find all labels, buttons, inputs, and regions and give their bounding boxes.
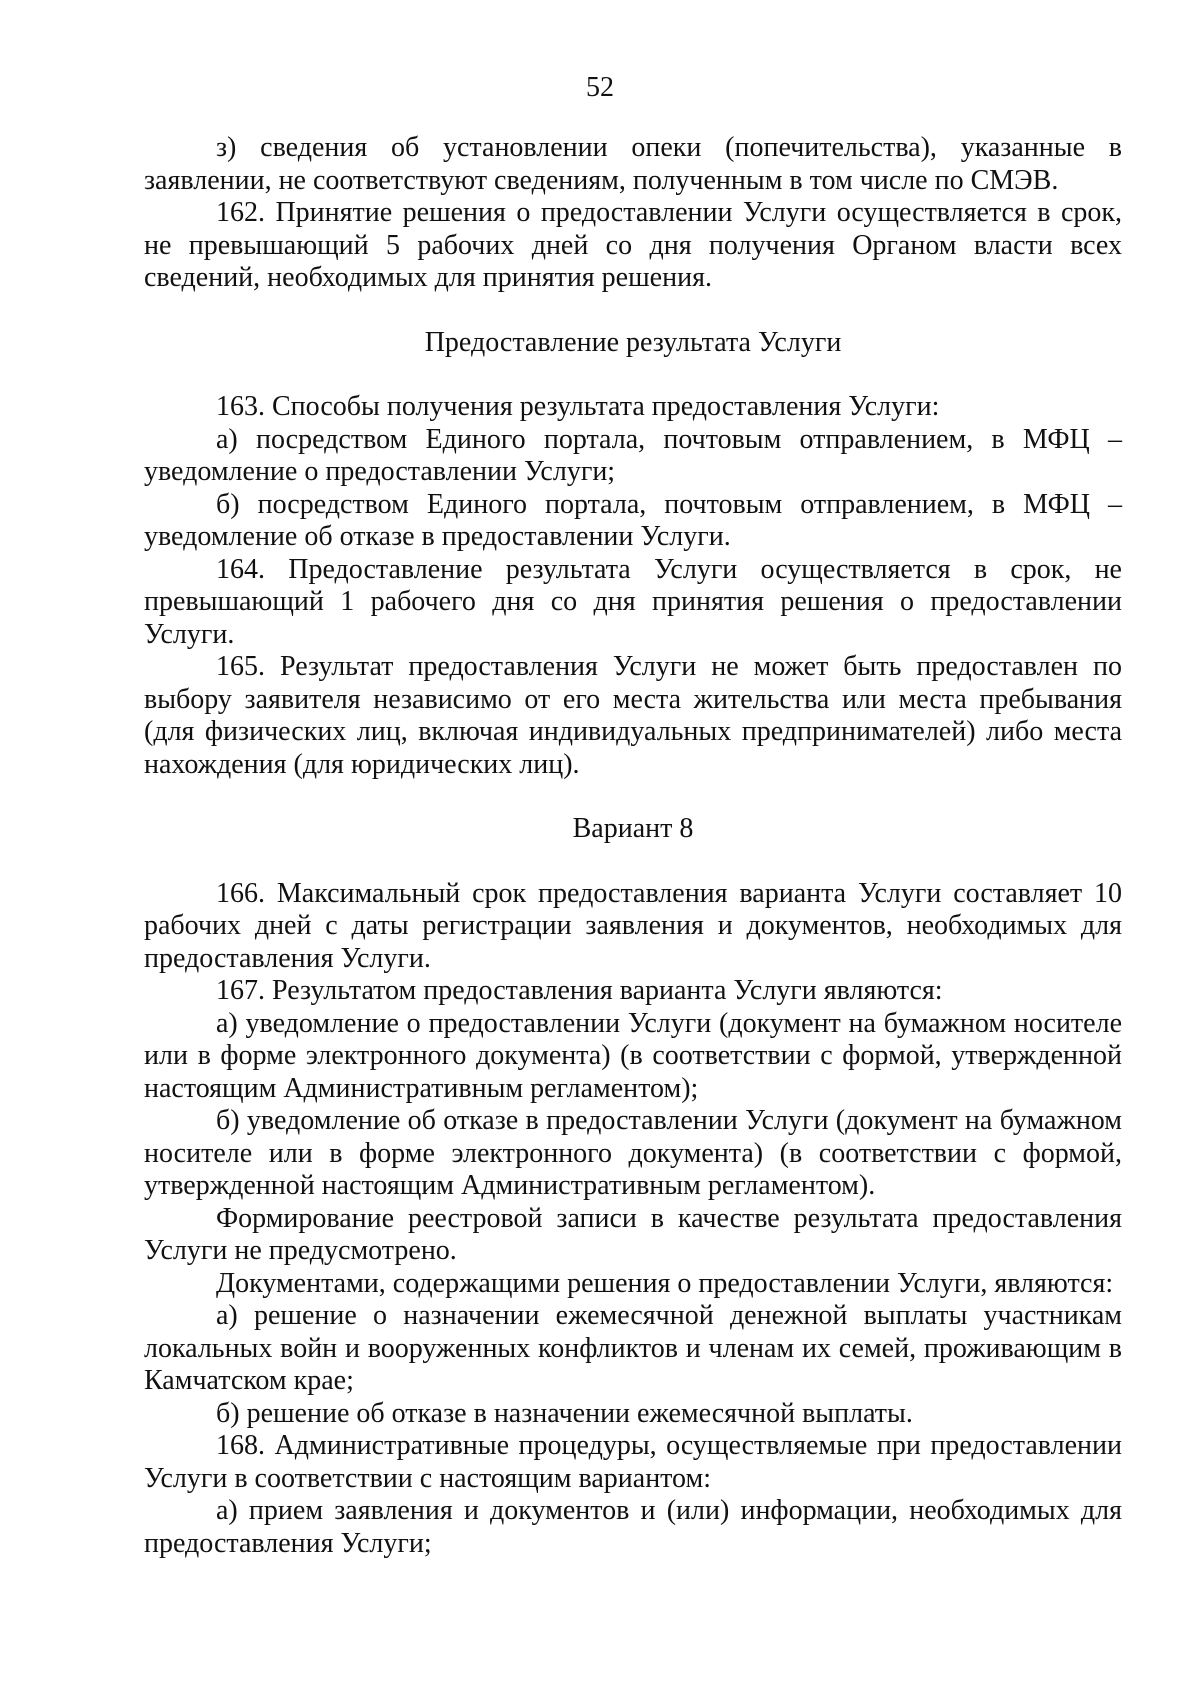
document-body (144, 132, 1122, 1560)
paragraph-163: 163. Способы получения результата предоставления Услуги: (216, 391, 940, 422)
paragraph-z-guardianship: з) сведения об установлении опеки (попечительства), указанные в заявлении, не соответствуют сведениям, полученным в том числе по СМЭВ. (144, 132, 1122, 196)
paragraph-168-a: а) прием заявления и документов и (или) информации, необходимых для предоставления Услуги; (144, 1495, 1122, 1559)
paragraph-167-b: б) уведомление об отказе в предоставлении Услуги (документ на бумажном носителе или в форме электронного документа) (в соответствии с формой, утвержденной настоящим Административным регламентом). (144, 1105, 1122, 1201)
paragraph-163-b: б) посредством Единого портала, почтовым отправлением, в МФЦ – уведомление об отказе в предоставлении Услуги. (144, 488, 1122, 552)
paragraph-decision-b: б) решение об отказе в назначении ежемесячной выплаты. (216, 1397, 913, 1429)
paragraph-decision-a: а) решение о назначении ежемесячной денежной выплаты участникам локальных войн и вооруженных конфликтов и членам их семей, проживающим в Камчатском крае; (144, 1300, 1122, 1396)
paragraph-decision-documents: Документами, содержащими решения о предоставлении Услуги, являются: (216, 1267, 1114, 1299)
section-heading-variant-8: Вариант 8 (572, 813, 694, 844)
section-heading-result: Предоставление результата Услуги (424, 326, 842, 358)
paragraph-165: 165. Результат предоставления Услуги не может быть предоставлен по выбору заявителя независимо от его места жительства или места пребывания (для физических лиц, включая индивидуальных предпринимателей) либо места нахождения (для юридических лиц). (144, 651, 1122, 780)
paragraph-167: 167. Результатом предоставления варианта Услуги являются: (216, 975, 943, 1006)
paragraph-162: 162. Принятие решения о предоставлении Услуги осуществляется в срок, не превышающий 5 рабочих дней со дня получения Органом власти всех сведений, необходимых для принятия решения. (144, 197, 1122, 293)
paragraph-163-a: а) посредством Единого портала, почтовым отправлением, в МФЦ – уведомление о предоставлении Услуги; (144, 423, 1122, 487)
page-number: 52 (586, 72, 614, 103)
paragraph-registry-record: Формирование реестровой записи в качестве результата предоставления Услуги не предусмотрено. (144, 1202, 1122, 1266)
paragraph-166: 166. Максимальный срок предоставления варианта Услуги составляет 10 рабочих дней с даты регистрации заявления и документов, необходимых для предоставления Услуги. (144, 877, 1122, 974)
paragraph-168: 168. Административные процедуры, осуществляемые при предоставлении Услуги в соответствии с настоящим вариантом: (144, 1430, 1122, 1494)
paragraph-164: 164. Предоставление результата Услуги осуществляется в срок, не превышающий 1 рабочего дня со дня принятия решения о предоставлении Услуги. (144, 553, 1122, 650)
paragraph-167-a: а) уведомление о предоставлении Услуги (документ на бумажном носителе или в форме электронного документа) (в соответствии с формой, утвержденной настоящим Административным регламентом); (144, 1007, 1122, 1104)
